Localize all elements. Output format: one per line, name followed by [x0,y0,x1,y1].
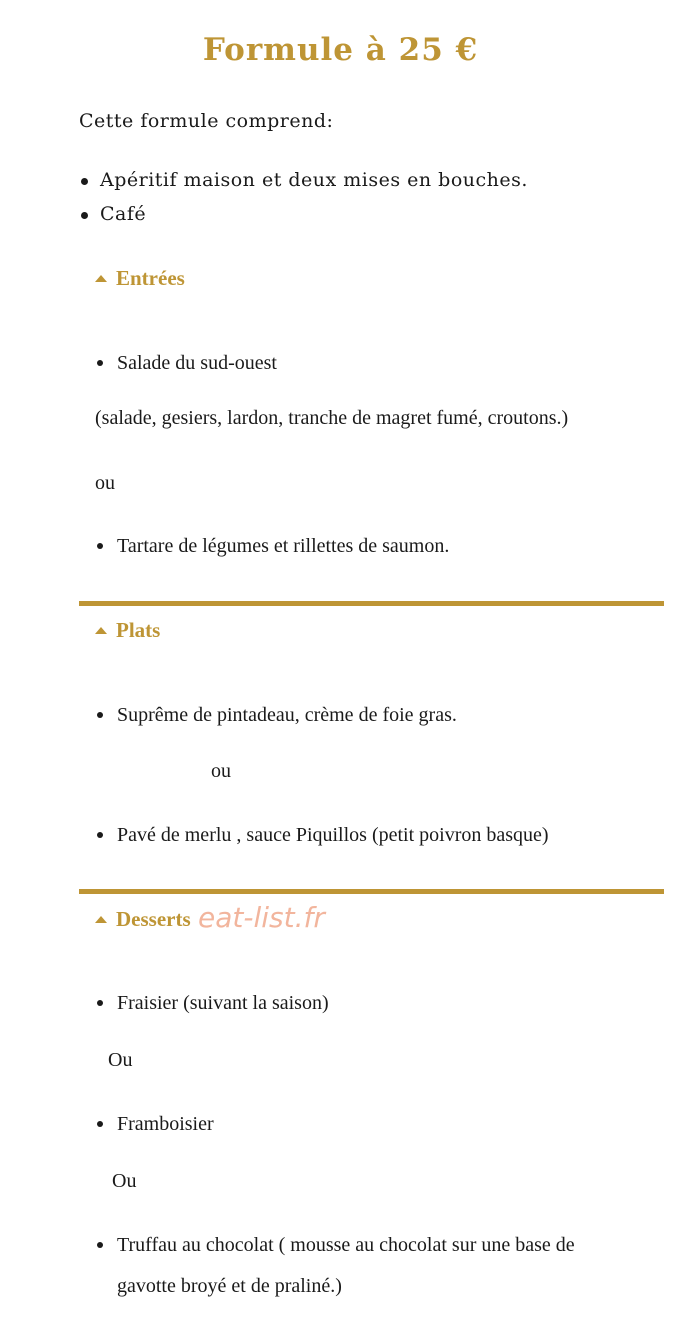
menu-item-label-continued: gavotte broyé et de praliné.) [117,1275,342,1297]
bullet-icon [97,1121,103,1127]
menu-item-label: Framboisier [117,1113,214,1135]
section-heading: Plats [116,618,161,642]
bullet-icon [97,832,103,838]
or-separator: ou [95,472,115,494]
or-separator: Ou [112,1170,137,1192]
menu-item [95,695,457,735]
page-title: Formule à 25 € [202,32,479,68]
section-divider [79,889,664,894]
section-toggle-entrees[interactable] [95,266,185,291]
menu-item [95,526,449,566]
menu-item [95,983,329,1023]
bullet-icon [97,360,103,366]
intro-text: Cette formule comprend: [79,110,334,132]
bullet-icon [97,1242,103,1248]
bullet-icon [97,712,103,718]
triangle-up-icon [95,627,107,634]
or-separator: ou [211,760,231,782]
section-toggle-plats[interactable] [95,618,160,643]
section-toggle-desserts[interactable] [95,907,191,932]
menu-item-label: Pavé de merlu , sauce Piquillos (petit poivron basque) [117,824,549,846]
menu-item-label: Fraisier (suivant la saison) [117,992,329,1014]
includes-list [79,166,528,234]
menu-item [95,1225,575,1265]
menu-item-detail: (salade, gesiers, lardon, tranche de magret fumé, croutons.) [95,407,569,429]
menu-item-label: Truffau au chocolat ( mousse au chocolat sur une base de [117,1234,575,1256]
menu-item [95,1104,214,1144]
includes-item: Apéritif maison et deux mises en bouches. [79,166,528,200]
or-separator: Ou [108,1049,133,1071]
menu-item-label: Tartare de légumes et rillettes de saumon. [117,535,450,557]
watermark: eat-list.fr [198,901,325,934]
bullet-icon [97,543,103,549]
section-heading: Entrées [116,266,185,290]
bullet-icon [97,1000,103,1006]
section-divider [79,601,664,606]
section-heading: Desserts [116,907,191,931]
menu-item [95,343,277,383]
includes-item: Café [79,200,528,234]
menu-item-label: Salade du sud-ouest [117,352,277,374]
triangle-up-icon [95,916,107,923]
menu-item [95,815,549,855]
menu-item-label: Suprême de pintadeau, crème de foie gras. [117,704,457,726]
triangle-up-icon [95,275,107,282]
